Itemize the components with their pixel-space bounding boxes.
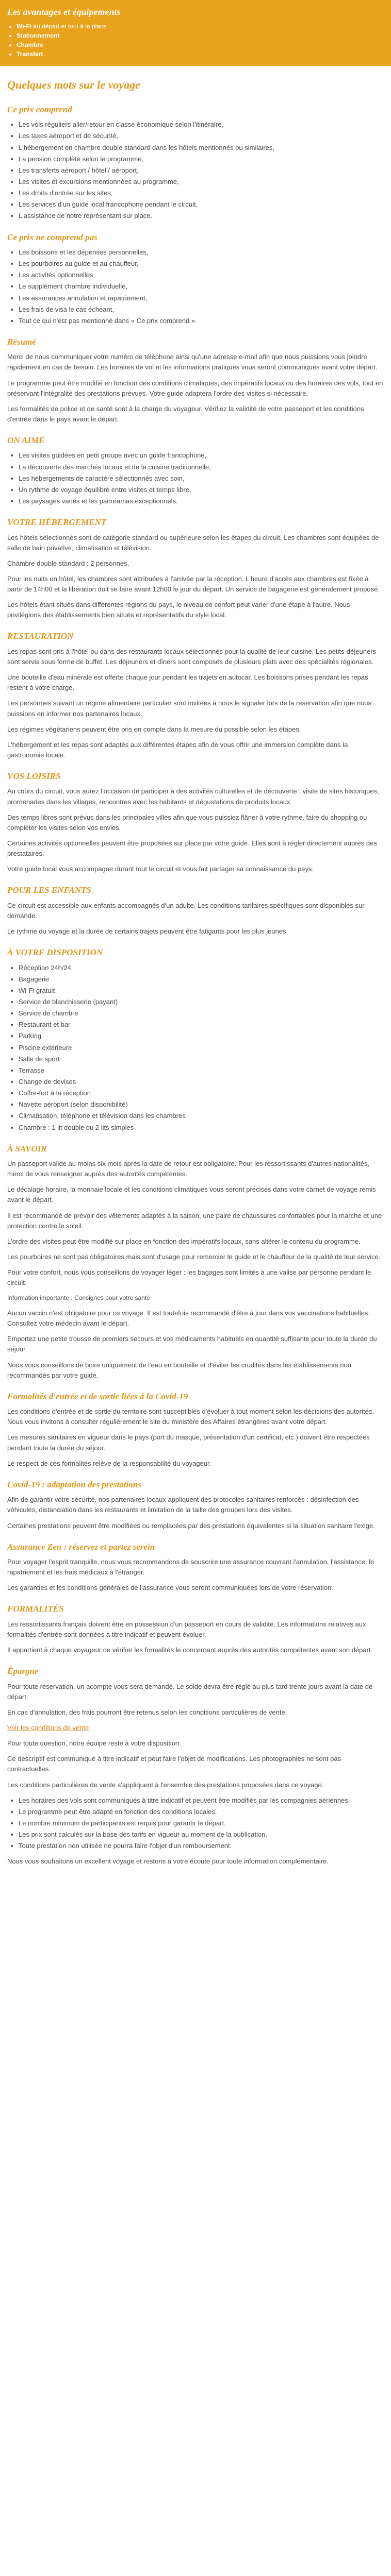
section-title: Épargne [7,1666,39,1676]
list-item: • Chambre : 1 lit double ou 2 lits simples [19,1123,384,1133]
list-item: • Les droits d'entrée sur les sites, [19,188,384,198]
features-list [7,22,384,59]
section-title: Assurance Zen : réservez et partez serein [7,1541,155,1552]
list-item: • Les frais de visa le cas échéant, [19,304,384,315]
link-paragraph [7,1723,384,1733]
list-item: • Les transferts aéroport / hôtel / aéroport, [19,165,384,176]
section-title: Résumé [7,336,36,347]
paragraph: Les garanties et les conditions générales de l'assurance vous seront communiquées lors de votre réservation. [7,1584,333,1592]
paragraph: Les ressortissants français doivent être en possession d'un passeport en cours de validité. Les informations relatives aux formalités d'entrée sont données à titre indicatif et peuvent évoluer. [7,1620,366,1638]
paragraph: Le rythme du voyage et la durée de certains trajets peuvent être fatigants pour les plus jeunes. [7,927,288,936]
list-item: • Les paysages variés et les panoramas exceptionnels. [19,496,384,506]
feature-item: • Wi-Fi au départ et tout à la place [17,22,384,31]
paragraph: Des temps libres sont prévus dans les principales villes afin que vous puissiez flâner à votre rythme, faire du shopping ou compléter les visites selon vos envies. [7,813,367,832]
list-item: • Les assurances annulation et rapatriement, [19,293,384,303]
paragraph: Emportez une petite trousse de premiers secours et vos médicaments habituels en quantité suffisante pour toute la durée du séjour. [7,1335,377,1353]
paragraph: Certaines prestations peuvent être modifiées ou remplacées par des prestations équivalentes si la situation sanitaire l'exige. [7,1521,375,1530]
list-item: • La découverte des marchés locaux et de la cuisine traditionnelle, [19,462,384,472]
paragraph: Les conditions d'entrée et de sortie du territoire sont susceptibles d'évoluer à tout moment selon les décisions des autorités. Nous vous invitons à consulter régulièrement le site du ministère des Affaires étrangères avant votre départ. [7,1408,374,1426]
paragraph: L'hébergement et les repas sont adaptés aux différentes étapes afin de vous offrir une immersion complète dans la gastronomie locale. [7,740,348,759]
list-item: • L'hébergement en chambre double standard dans les hôtels mentionnés ou similaires, [19,143,384,153]
paragraph: Nous vous conseillons de boire uniquement de l'eau en bouteille et d'éviter les crudités dans les établissements non recommandés par votre guide. [7,1361,351,1379]
list-item: • Les vols réguliers aller/retour en classe économique selon l'itinéraire, [19,120,384,130]
paragraph: Les mesures sanitaires en vigueur dans le pays (port du masque, présentation d'un certificat, etc.) doivent être respectées pendant toute la durée du séjour. [7,1433,370,1452]
paragraph: Pour toute question, notre équipe reste à votre disposition. [7,1739,181,1748]
paragraph: Les hôtels sélectionnés sont de catégorie standard ou supérieure selon les étapes du circuit. Les chambres sont équipées de salle de bain privative, climatisation et télévision. [7,533,379,552]
paragraph: L'ordre des visites peut être modifié sur place en fonction des impératifs locaux, sans altérer le contenu du programme. [7,1237,361,1245]
list-item: • Les hébergements de caractère sélectionnés avec soin, [19,473,384,484]
paragraph: Merci de nous communiquer votre numéro de téléphone ainsi qu'une adresse e-mail afin que nous puissions vous joindre rapidement en cas de besoin. Les horaires de vol et les informations pratiques vous seront communiqués avant votre départ. [7,353,378,371]
list-item: • Bagagerie [19,974,384,985]
list-item: • Service de blanchisserie (payant) [19,997,384,1007]
paragraph: Pour voyager l'esprit tranquille, nous vous recommandons de souscrire une assurance couvrant l'annulation, l'assistance, le rapatriement et les frais médicaux à l'étranger. [7,1557,374,1577]
list-item: • Change de devises [19,1077,384,1087]
paragraph: Les personnes suivant un régime alimentaire particulier sont invitées à nous le signaler lors de la réservation afin que nous puissions en informer nos partenaires locaux. [7,699,372,718]
section-title: À SAVOIR [7,1143,47,1154]
list-item: • Wi-Fi gratuit [19,986,384,996]
excludes-list [7,247,384,326]
paragraph: Les conditions particulières de vente s'appliquent à l'ensemble des prestations proposées dans ce voyage. [7,1781,324,1789]
paragraph: Au cours du circuit, vous aurez l'occasion de participer à des activités culturelles et de découverte : visite de sites historiques, promenades dans les villages, rencontres avec les habitants et dégustations de produits locaux. [7,787,379,806]
list-item: • Les horaires des vols sont communiqués à titre indicatif et peuvent être modifiés par les compagnies aériennes. [19,1795,384,1806]
list-item: • Restaurant et bar [19,1020,384,1030]
section-title: VOTRE HÉBERGEMENT [7,517,107,528]
paragraph: Une bouteille d'eau minérale est offerte chaque jour pendant les trajets en autocar. Les boissons prises pendant les repas restent à votre charge. [7,673,368,692]
list-item: • Les services d'un guide local francophone pendant le circuit, [19,199,384,210]
content [0,103,391,1888]
list-item: • Les prix sont calculés sur la base des tarifs en vigueur au moment de la publication. [19,1829,384,1840]
list-item: • Un rythme de voyage équilibré entre visites et temps libre, [19,485,384,495]
paragraph: Les hôtels étant situés dans différentes régions du pays, le niveau de confort peut varier d'une étape à l'autre. Nous privilégions des établissements bien situés et représentatifs du style local. [7,601,350,619]
list-item: • Tout ce qui n'est pas mentionné dans « Ce prix comprend ». [19,316,384,326]
list-item: • Coffre-fort à la réception [19,1088,384,1098]
warnings-list [7,1795,384,1852]
paragraph: Ce circuit est accessible aux enfants accompagnés d'un adulte. Les conditions tarifaires spécifiques sont disponibles sur demande. [7,901,365,920]
list-item: • L'assistance de notre représentant sur place. [19,211,384,221]
paragraph: Chambre double standard : 2 personnes. [7,559,129,567]
list-item: • Les visites guidées en petit groupe avec un guide francophone, [19,450,384,461]
list-item: • Les boissons et les dépenses personnelles, [19,247,384,258]
paragraph: Certaines activités optionnelles peuvent être proposées sur place par votre guide. Elles sont à régler directement auprès des prestataires. [7,839,377,858]
list-item: • Terrasse [19,1065,384,1076]
features-panel [0,0,391,66]
list-item: • Les activités optionnelles, [19,270,384,280]
section-title: Covid-19 : adaptation des prestations [7,1479,141,1489]
section-title: Formalités d'entrée et de sortie liées à la Covid-19 [7,1391,188,1401]
list-item: • Navette aéroport (selon disponibilité) [19,1099,384,1110]
paragraph: Aucun vaccin n'est obligatoire pour ce voyage. Il est toutefois recommandé d'être à jour dans vos vaccinations habituelles. Consultez votre médecin avant le départ. [7,1309,370,1328]
paragraph: Votre guide local vous accompagne durant tout le circuit et vous fait partager sa connaissance du pays. [7,865,314,873]
list-item: • Parking [19,1031,384,1041]
list-item: • Les visites et excursions mentionnées au programme, [19,177,384,187]
list-item: • La pension complète selon le programme, [19,154,384,164]
paragraph: Pour toute réservation, un acompte vous sera demandé. Le solde devra être réglé au plus tard trente jours avant la date de départ. [7,1682,373,1701]
paragraph: Le décalage horaire, la monnaie locale et les conditions climatiques vous seront précisés dans votre carnet de voyage remis avant le départ. [7,1185,376,1204]
list-item: • Le nombre minimum de participants est requis pour garantir le départ. [19,1818,384,1828]
list-item: • Service de chambre [19,1008,384,1019]
feature-item: • Chambre [17,40,384,49]
list-item: • Le supplément chambre individuelle, [19,281,384,292]
includes-list [7,120,384,221]
section-title: VOS LOISIRS [7,771,61,782]
paragraph: Ce descriptif est communiqué à titre indicatif et peut faire l'objet de modifications. Les photographies ne sont pas contractuelles. [7,1755,341,1773]
paragraph: Les formalités de police et de santé sont à la charge du voyageur. Vérifiez la validité de votre passeport et les conditions d'entrée dans le pays avant le départ. [7,404,364,423]
list-item: • Salle de sport [19,1054,384,1064]
section-title: FORMALITÉS [7,1604,64,1614]
paragraph: Il appartient à chaque voyageur de vérifier les formalités le concernant auprès des autorités compétentes avant son départ. [7,1646,373,1654]
list-item: • Les pourboires au guide et au chauffeur, [19,259,384,269]
amenities-list [7,963,384,1133]
section-title: POUR LES ENFANTS [7,885,91,895]
closing-paragraph: Nous vous souhaitons un excellent voyage et restons à votre écoute pour toute information complémentaire. [7,1857,329,1866]
list-item: • Toute prestation non utilisée ne pourra faire l'objet d'un remboursement. [19,1841,384,1851]
paragraph: Un passeport valide au moins six mois après la date de retour est obligatoire. Pour les ressortissants d'autres nationalités, merci de vous renseigner auprès des autorités compétentes. [7,1159,369,1178]
section-title: À VOTRE DISPOSITION [7,947,103,958]
paragraph: Afin de garantir votre sécurité, nos partenaires locaux appliquent des protocoles sanitaires renforcés : désinfection des véhicules, distanciation dans les restaurants et limitation de la taille des groupes lors des visites. [7,1496,359,1514]
paragraph: Le programme peut être modifié en fonction des conditions climatiques, des impératifs locaux ou des horaires des vols, tout en préservant l'intégralité des prestations prévues. Votre guide adaptera l'ordre des visites si nécessaire. [7,379,383,397]
list-item: • Piscine extérieure [19,1043,384,1053]
paragraph: Les pourboires ne sont pas obligatoires mais sont d'usage pour remercier le guide et le chauffeur de la qualité de leur service. [7,1252,381,1261]
paragraph: Pour votre confort, nous vous conseillons de voyager léger : les bagages sont limités à une valise par personne pendant le circuit. [7,1268,371,1287]
highlights-list [7,450,384,506]
conditions-link[interactable]: Voir les conditions de vente [7,1723,89,1732]
page-title: Quelques mots sur le voyage [7,78,140,91]
info-heading: Information importante : Consignes pour votre santé [7,1294,150,1302]
section-title: RESTAURATION [7,631,74,641]
list-item: • Climatisation, téléphone et télévision dans les chambres [19,1111,384,1121]
section-title: Ce prix ne comprend pas [7,232,97,242]
paragraph: Il est recommandé de prévoir des vêtements adaptés à la saison, une paire de chaussures confortables pour la marche et une protection contre le soleil. [7,1211,382,1230]
paragraph: Pour les nuits en hôtel, les chambres sont attribuées à l'arrivée par la réception. L'heure d'accès aux chambres est fixée à partir de 14h00 et la libération doit se faire avant 12h00 le jour du départ. Un service de bagagerie est généralement proposé. [7,574,380,594]
list-item: • Réception 24h/24 [19,963,384,973]
list-item: • Le programme peut être adapté en fonction des conditions locales. [19,1807,384,1817]
section-title: ON AIME [7,435,45,446]
features-title: Les avantages et équipements [7,7,121,17]
section-title: Ce prix comprend [7,104,72,114]
paragraph: En cas d'annulation, des frais pourront être retenus selon les conditions particulières de vente. [7,1708,287,1716]
feature-item: • Stationnement [17,31,384,40]
list-item: • Les taxes aéroport et de sécurité, [19,131,384,141]
bottom-spacer [7,1872,384,1887]
feature-item: • Transfert [17,49,384,59]
paragraph: Le respect de ces formalités relève de la responsabilité du voyageur. [7,1459,211,1467]
paragraph: Les régimes végétariens peuvent être pris en compte dans la mesure du possible selon les étapes. [7,725,301,733]
paragraph: Les repas sont pris à l'hôtel ou dans des restaurants locaux sélectionnés pour la qualité de leur cuisine. Les petits-déjeuners sont servis sous forme de buffet. Les déjeuners et dîners sont composés de plusieurs plats avec des spécialités régionales. [7,647,377,666]
